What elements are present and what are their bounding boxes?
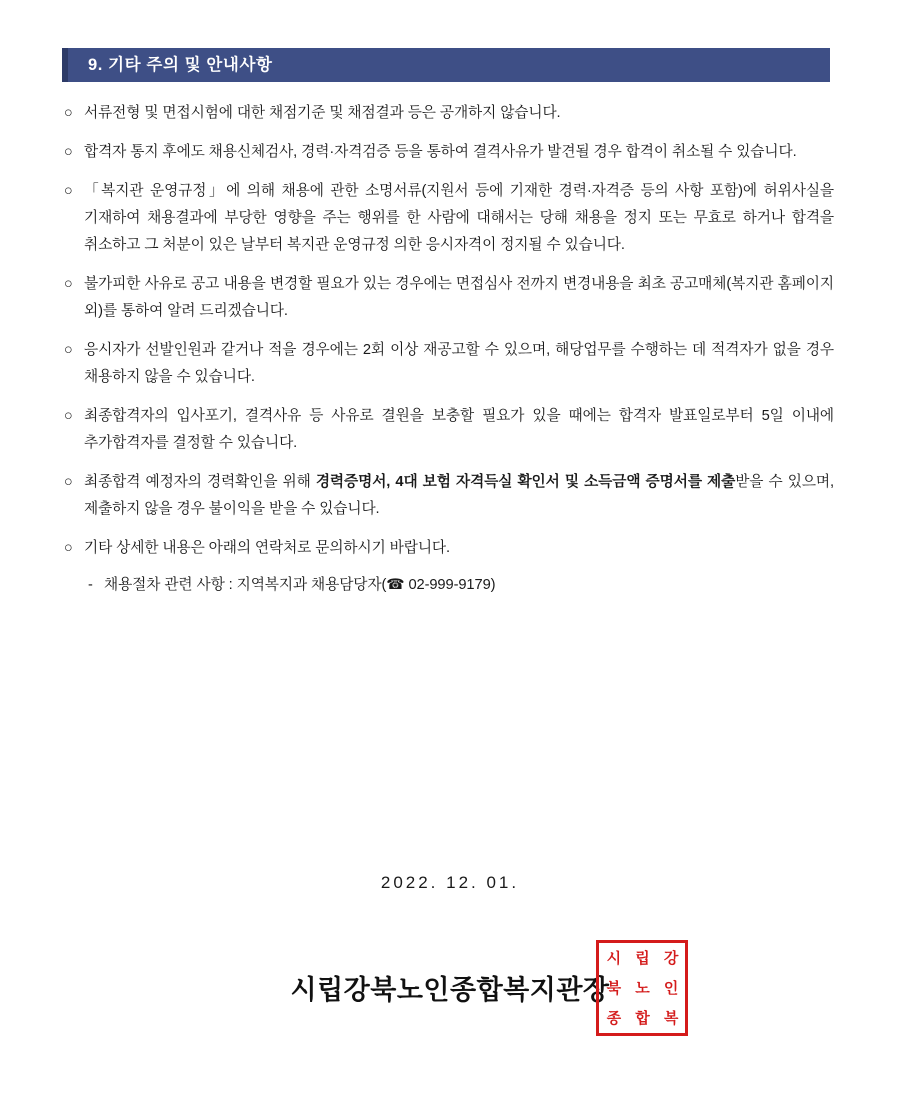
contact-text: 채용절차 관련 사항 : 지역복지과 채용담당자(☎ 02-999-9179) (104, 577, 496, 593)
list-item-text: 합격자 통지 후에도 채용신체검사, 경력·자격검증 등을 통하여 결격사유가 발견될 경우 합격이 취소될 수 있습니다. (84, 144, 797, 160)
list-item (62, 100, 834, 127)
list-item-emphasis (62, 469, 834, 523)
list-item (62, 535, 834, 562)
seal-char-3: 북 (606, 978, 621, 997)
bullet-circle-icon: ○ (64, 144, 73, 160)
list-item-text: 기타 상세한 내용은 아래의 연락처로 문의하시기 바랍니다. (84, 540, 450, 556)
issue-date: 2022. 12. 01. (380, 873, 520, 892)
list-item (62, 178, 834, 259)
list-item-text-rich (84, 469, 834, 523)
notice-list (62, 100, 834, 609)
official-seal-stamp (596, 940, 688, 1036)
seal-char-8: 복 (663, 1008, 678, 1027)
seal-char-1: 립 (635, 948, 649, 967)
list-item-text: 서류전형 및 면접시험에 대한 채점기준 및 채점결과 등은 공개하지 않습니다. (84, 105, 561, 121)
seal-char-0: 시 (606, 948, 621, 967)
list-item-text: 응시자가 선발인원과 같거나 적을 경우에는 2회 이상 재공고할 수 있으며, 해당업무를 수행하는 데 적격자가 없을 경우 채용하지 않을 수 있습니다. (84, 342, 834, 385)
bullet-circle-icon: ○ (64, 540, 73, 556)
list-item (62, 403, 834, 457)
list-item-text: 불가피한 사유로 공고 내용을 변경할 필요가 있는 경우에는 면접심사 전까지 변경내용을 최초 공고매체(복지관 홈페이지 외)를 통하여 알려 드리겠습니다. (84, 276, 834, 319)
seal-char-5: 인 (663, 978, 678, 997)
seal-char-2: 강 (663, 948, 678, 967)
dash-bullet-icon: - (88, 577, 93, 593)
section-header-title: 9. 기타 주의 및 안내사항 (88, 56, 273, 74)
list-item (62, 139, 834, 166)
contact-subitem (62, 572, 834, 599)
list-item (62, 337, 834, 391)
bullet-circle-icon: ○ (64, 105, 73, 121)
bullet-circle-icon: ○ (64, 183, 73, 199)
seal-char-6: 종 (606, 1008, 621, 1027)
seal-char-7: 합 (635, 1008, 649, 1027)
bullet-circle-icon: ○ (64, 342, 73, 358)
seal-char-4: 노 (635, 978, 649, 997)
bullet-circle-icon: ○ (64, 276, 73, 292)
bullet-circle-icon: ○ (64, 474, 73, 490)
list-item-text: 최종합격자의 입사포기, 결격사유 등 사유로 결원을 보충할 필요가 있을 때에는 합격자 발표일로부터 5일 이내에 추가합격자를 결정할 수 있습니다. (84, 408, 834, 451)
list-item (62, 271, 834, 325)
section-header (62, 48, 830, 82)
issuer-signature: 시립강북노인종합복지관장 (290, 975, 610, 1005)
bullet-circle-icon: ○ (64, 408, 73, 424)
text-segment-plain: 최종합격 예정자의 경력확인을 위해 (84, 474, 316, 490)
list-item-text: 「복지관 운영규정」에 의해 채용에 관한 소명서류(지원서 등에 기재한 경력·자격증 등의 사항 포함)에 허위사실을 기재하여 채용결과에 부당한 영향을 주는 행위를 한 사람에 대해서는 당해 채용을 정지 또는 무효로 하거나 합격을 취소하고 그 처분이 있은 날부터 복지관 운영규정 의한 응시자격이 정지될 수 있습니다. (84, 183, 834, 253)
text-segment-bold: 경력증명서, 4대 보험 자격득실 확인서 및 소득금액 증명서를 제출 (315, 474, 736, 490)
text-segment-plain-2: 받을 수 있으며, 제출하지 않을 경우 불이익을 받을 수 있습니다. (84, 474, 834, 517)
